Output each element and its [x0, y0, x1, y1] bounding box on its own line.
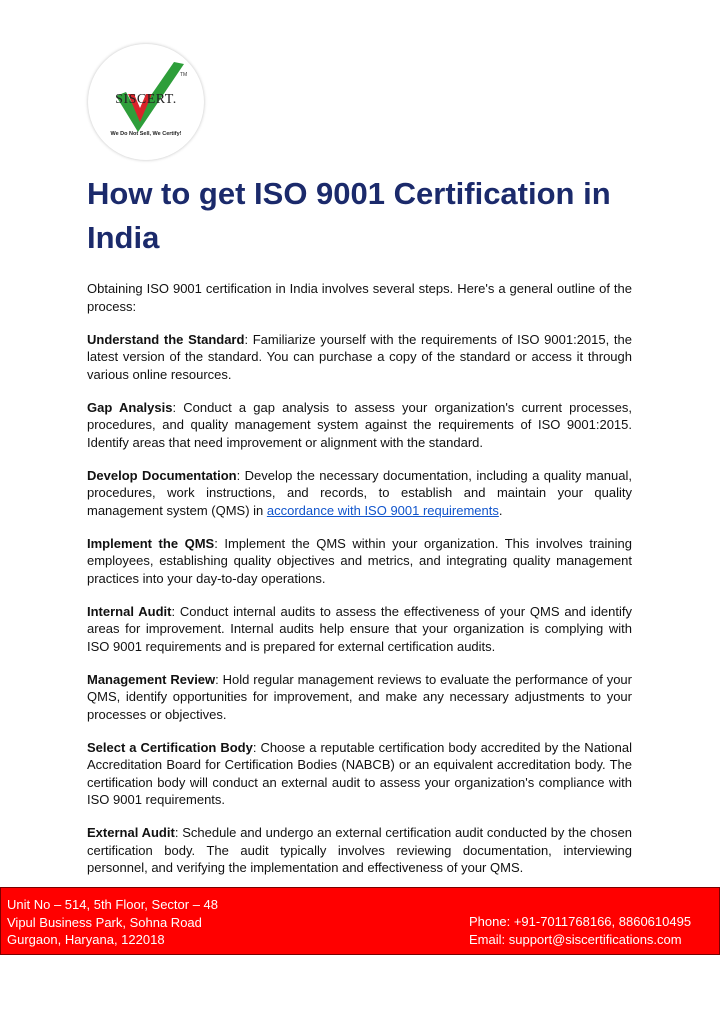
- step-paragraph: [87, 399, 632, 452]
- step-paragraph: [87, 331, 632, 384]
- step-paragraph: [87, 467, 632, 520]
- footer-email: Email: support@siscertifications.com: [469, 931, 682, 947]
- step-paragraph: [87, 535, 632, 588]
- footer-contact: [469, 913, 691, 948]
- page-title: How to get ISO 9001 Certification in India: [87, 176, 611, 255]
- contact-footer: [0, 887, 720, 955]
- step-heading: Understand the Standard: [87, 331, 245, 347]
- step-paragraph: [87, 739, 632, 809]
- step-heading: Management Review: [87, 671, 216, 687]
- article-body: [87, 280, 632, 892]
- step-text: : Implement the QMS within your organization. This involves training employees, establishing quality objectives and metrics, and integrating quality management practices into your day-to-day operations.: [87, 535, 632, 586]
- step-heading: Implement the QMS: [87, 535, 215, 551]
- logo-trademark: TM: [180, 72, 188, 78]
- step-heading: Select a Certification Body: [87, 739, 253, 755]
- footer-address: [7, 896, 218, 949]
- step-text: : Choose a reputable certification body accredited by the National Accreditation Board for Certification Bodies (NABCB) or an equivalent accreditation body. The certification body will conduct an external audit to assess your organization's compliance with ISO 9001 requirements.: [87, 739, 632, 807]
- step-heading: Gap Analysis: [87, 399, 173, 415]
- step-heading: Develop Documentation: [87, 467, 237, 483]
- step-text: : Develop the necessary documentation, including a quality manual, procedures, work instructions, and records, to establish and maintain your quality management system (QMS) in: [87, 467, 632, 518]
- step-heading: External Audit: [87, 825, 175, 840]
- step-text: : Familiarize yourself with the requirements of ISO 9001:2015, the latest version of the standard. You can purchase a copy of the standard or access it through various online resources.: [87, 331, 632, 382]
- address-line: Vipul Business Park, Sohna Road: [7, 914, 202, 930]
- address-line: Gurgaon, Haryana, 122018: [7, 932, 165, 947]
- step-heading: Internal Audit: [87, 603, 172, 619]
- iso-requirements-link[interactable]: accordance with ISO 9001 requirements: [266, 502, 499, 518]
- intro-paragraph: Obtaining ISO 9001 certification in India involves several steps. Here's a general outline of the process:: [87, 281, 632, 314]
- footer-phone: Phone: +91-7011768166, 8860610495: [469, 914, 692, 929]
- step-text-end: .: [498, 502, 503, 518]
- address-line: Unit No – 514, 5th Floor, Sector – 48: [7, 897, 219, 912]
- step-paragraph: [87, 824, 632, 877]
- step-text: : Hold regular management reviews to evaluate the performance of your QMS, identify opportunities for improvement, and make any necessary adjustments to your processes or objectives.: [87, 671, 632, 722]
- step-paragraph: [87, 603, 632, 656]
- step-text: : Conduct a gap analysis to assess your organization's current processes, procedures, and quality management system against the requirements of ISO 9001:2015. Identify areas that need improvement or alignment with the standard.: [87, 399, 632, 450]
- logo-tagline: We Do Not Sell, We Certify!: [110, 131, 182, 137]
- logo-brand-text: SISCERT.: [115, 92, 177, 107]
- company-logo: [88, 44, 204, 160]
- step-paragraph: [87, 671, 632, 724]
- step-text: : Conduct internal audits to assess the effectiveness of your QMS and identify areas for improvement. Internal audits help ensure that your organization is complying with ISO 9001 requirements and is prepared for external certification audits.: [87, 603, 632, 654]
- step-text: : Schedule and undergo an external certification audit conducted by the chosen certification body. The audit typically involves reviewing documentation, interviewing personnel, and verifying the implementation and effectiveness of your QMS.: [87, 825, 632, 875]
